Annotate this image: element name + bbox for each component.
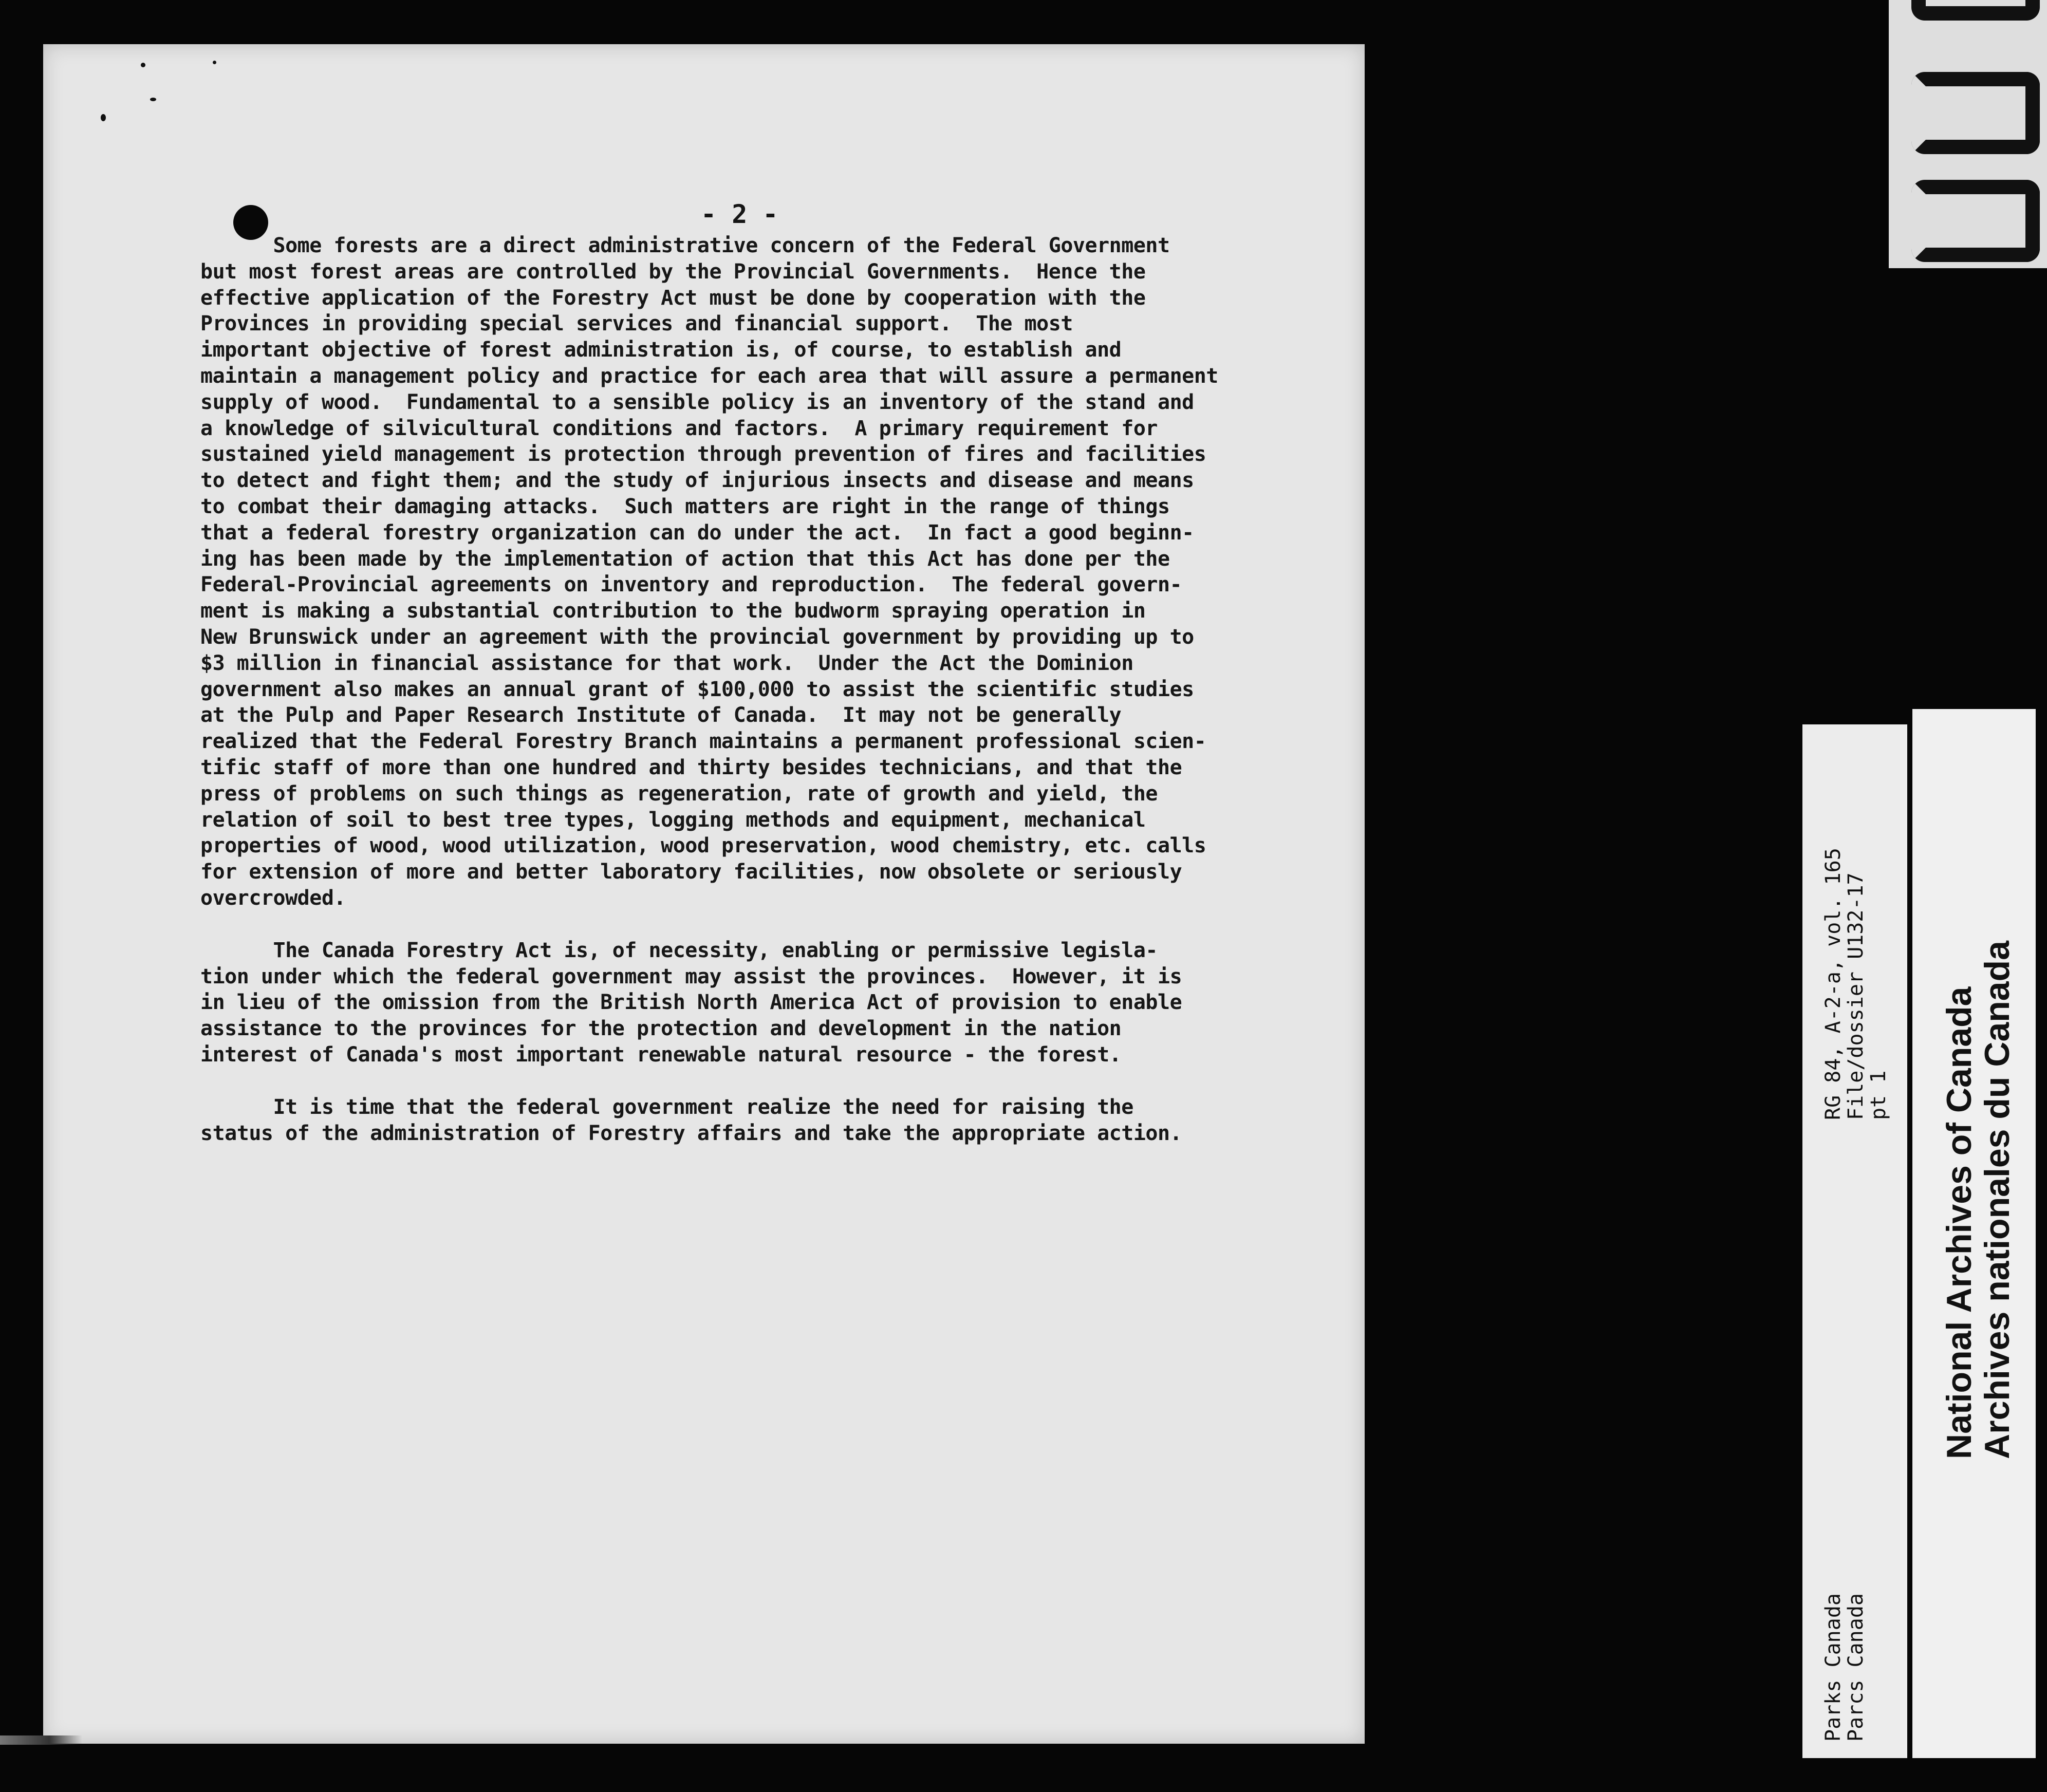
scan-speck xyxy=(150,98,156,101)
text-line: It is time that the federal government realize the need for raising the xyxy=(200,1095,1133,1119)
text-line: that a federal forestry organization can do under the act. In fact a good beginn- xyxy=(200,520,1194,545)
text-line: sustained yield management is protection through prevention of fires and facilities xyxy=(200,442,1206,466)
agency-line: Parks Canada xyxy=(1821,1593,1845,1742)
text-line: ing has been made by the implementation of action that this Act has done per the xyxy=(200,547,1170,571)
paragraph-2 xyxy=(200,938,1218,1068)
text-line: Provinces in providing special services and financial support. The most xyxy=(200,312,1073,336)
scan-speck xyxy=(101,114,106,121)
text-line: effective application of the Forestry Act must be done by cooperation with the xyxy=(200,286,1146,310)
paragraph-3 xyxy=(200,1094,1218,1147)
text-line: assistance to the provinces for the protection and development in the nation xyxy=(200,1017,1122,1041)
text-line: to combat their damaging attacks. Such matters are right in the range of things xyxy=(200,494,1170,518)
page-number: - 2 - xyxy=(701,199,778,229)
text-line: government also makes an annual grant of $100,000 to assist the scientific studies xyxy=(200,677,1194,701)
reference-line: pt 1 xyxy=(1867,1070,1890,1120)
archive-reference-label xyxy=(1802,724,1907,1758)
text-line: Federal-Provincial agreements on inventory and reproduction. The federal govern- xyxy=(200,573,1182,597)
reference-line: File/dossier U132-17 xyxy=(1844,872,1868,1120)
document-body xyxy=(200,233,1218,1172)
text-line: but most forest areas are controlled by the Provincial Governments. Hence the xyxy=(200,259,1146,284)
document-page xyxy=(43,44,1365,1744)
text-line: ment is making a substantial contribution to the budworm spraying operation in xyxy=(200,599,1146,623)
paragraph-1 xyxy=(200,233,1218,911)
frame-digit xyxy=(1911,0,2040,21)
text-line: The Canada Forestry Act is, of necessity, enabling or permissive legisla- xyxy=(200,938,1158,962)
archive-line-english: National Archives of Canada xyxy=(1940,986,1979,1459)
scan-speck xyxy=(213,61,216,64)
archive-institution-label xyxy=(1912,709,2036,1758)
text-line: press of problems on such things as regeneration, rate of growth and yield, the xyxy=(200,781,1158,806)
text-line: realized that the Federal Forestry Branch maintains a permanent professional scien- xyxy=(200,730,1206,754)
text-line: interest of Canada's most important renewable natural resource - the forest. xyxy=(200,1042,1122,1067)
text-line: tion under which the federal government may assist the provinces. However, it is xyxy=(200,964,1182,988)
frame-digit xyxy=(1911,180,2040,262)
text-line: important objective of forest administration is, of course, to establish and xyxy=(200,338,1122,362)
text-line: to detect and fight them; and the study of injurious insects and disease and means xyxy=(200,469,1194,493)
frame-digit xyxy=(1911,72,2040,154)
text-line: relation of soil to best tree types, logging methods and equipment, mechanical xyxy=(200,808,1146,832)
text-line: status of the administration of Forestry affairs and take the appropriate action. xyxy=(200,1121,1182,1145)
scan-speck xyxy=(141,63,145,67)
text-line: New Brunswick under an agreement with the provincial government by providing up to xyxy=(200,625,1194,649)
text-line: for extension of more and better laboratory facilities, now obsolete or seriously xyxy=(200,860,1182,884)
text-line: $3 million in financial assistance for that work. Under the Act the Dominion xyxy=(200,651,1133,675)
text-line: overcrowded. xyxy=(200,886,346,910)
reference-line: RG 84, A-2-a, vol. 165 xyxy=(1821,848,1845,1120)
text-line: a knowledge of silvicultural conditions and factors. A primary requirement for xyxy=(200,416,1158,440)
archive-line-french: Archives nationales du Canada xyxy=(1978,941,2017,1459)
text-line: Some forests are a direct administrative concern of the Federal Government xyxy=(200,234,1170,257)
text-line: properties of wood, wood utilization, wood preservation, wood chemistry, etc. calls xyxy=(200,834,1206,858)
agency-line: Parcs Canada xyxy=(1844,1593,1868,1742)
text-line: supply of wood. Fundamental to a sensible policy is an inventory of the stand and xyxy=(200,390,1194,414)
text-line: tific staff of more than one hundred and thirty besides technicians, and that the xyxy=(200,755,1182,779)
text-line: in lieu of the omission from the British North America Act of provision to enable xyxy=(200,991,1182,1015)
text-line: maintain a management policy and practice for each area that will assure a permanent xyxy=(200,364,1218,388)
scan-edge-mark xyxy=(0,1735,82,1745)
text-line: at the Pulp and Paper Research Institute of Canada. It may not be generally xyxy=(200,703,1122,727)
